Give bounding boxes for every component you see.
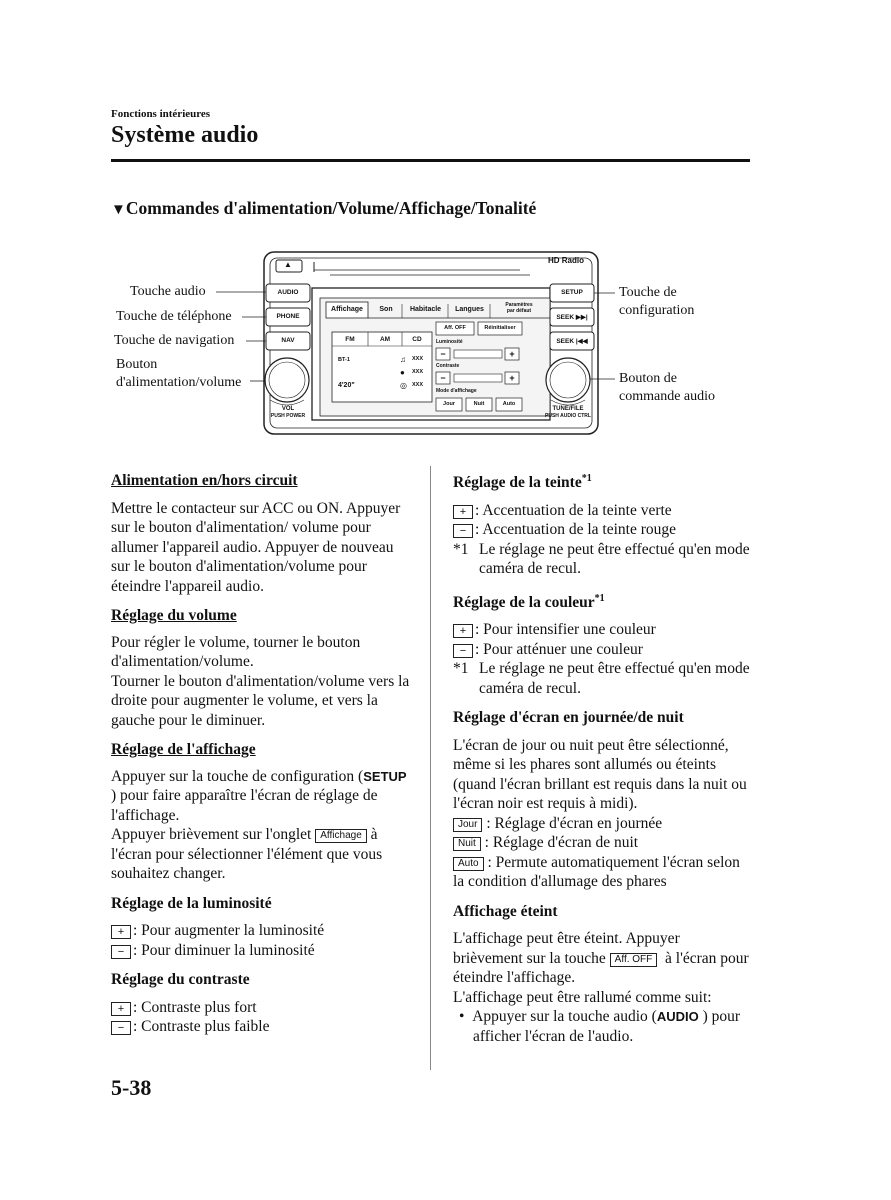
brightness-plus[interactable]: + — [509, 349, 515, 359]
color-note — [453, 659, 753, 698]
affichage-key: Affichage — [315, 829, 367, 843]
song-text: XXX — [412, 356, 424, 362]
tune-knob-label: TUNE/FILE — [552, 406, 584, 412]
brightness-minus-text: : Pour diminuer la luminosité — [133, 941, 315, 959]
tint-minus-line — [453, 520, 753, 540]
minus-icon: − — [453, 524, 473, 538]
heading-color — [453, 589, 753, 613]
album-text: XXX — [412, 382, 424, 388]
contrast-plus[interactable]: + — [509, 373, 515, 383]
nav-button[interactable]: NAV — [281, 337, 295, 344]
heading-contrast: Réglage du contraste — [111, 971, 250, 988]
color-plus-line — [453, 620, 753, 640]
tint-note — [453, 540, 753, 579]
audio-button[interactable]: AUDIO — [277, 289, 299, 296]
seek-back-button[interactable]: SEEK |◀◀ — [556, 338, 588, 345]
volume-text-1: Pour régler le volume, tourner le bouton d'alimentation/volume. — [111, 633, 361, 670]
heading-color-text: Réglage de la couleur — [453, 593, 595, 611]
contrast-minus[interactable]: − — [440, 373, 446, 383]
subtab-am[interactable]: AM — [379, 336, 391, 343]
brightness-minus-line — [111, 941, 411, 961]
display-text-1 — [111, 767, 411, 826]
heading-volume: Réglage du volume — [111, 607, 237, 624]
reset-button[interactable]: Réinitialiser — [484, 325, 516, 331]
station-label: BT-1 — [338, 357, 350, 363]
contrast-minus-line — [111, 1017, 411, 1037]
plus-icon: + — [111, 925, 131, 939]
tint-note-mark: *1 — [453, 540, 469, 558]
hd-radio-logo: HD Radio — [548, 256, 584, 265]
callout-phone: Touche de téléphone — [116, 309, 232, 324]
vol-knob-label: VOL — [281, 406, 295, 412]
callout-nav: Touche de navigation — [114, 333, 235, 348]
heading-display-off: Affichage éteint — [453, 902, 558, 920]
brightness-plus-line — [111, 921, 411, 941]
contrast-plus-line — [111, 998, 411, 1018]
heading-tint — [453, 469, 753, 493]
mode-auto-button[interactable]: Auto — [502, 401, 516, 407]
page-title: Système audio — [111, 122, 259, 148]
color-footnote-mark: *1 — [594, 592, 605, 604]
minus-icon: − — [111, 1021, 131, 1035]
display-off-text-a: L'affichage peut être éteint. Appuyer brièvement sur la touche — [453, 930, 680, 967]
tint-plus-line — [453, 501, 753, 521]
section-title — [111, 198, 536, 219]
plus-icon: + — [453, 505, 473, 519]
heading-power: Alimentation en/hors circuit — [111, 472, 298, 489]
tint-footnote-mark: *1 — [581, 473, 592, 484]
bullet-audio — [453, 1007, 753, 1046]
mode-night-button[interactable]: Nuit — [473, 401, 485, 407]
heading-day-night: Réglage d'écran en journée/de nuit — [453, 709, 684, 727]
subtab-cd[interactable]: CD — [412, 336, 422, 343]
setup-key: SETUP — [363, 768, 407, 784]
brightness-label: Luminosité — [436, 339, 463, 345]
callout-power-1: Bouton — [116, 357, 158, 372]
night-line — [453, 833, 753, 853]
right-column — [453, 469, 753, 1046]
tab-defaults[interactable] — [491, 302, 547, 314]
day-text: : Réglage d'écran en journée — [486, 814, 663, 832]
display-text-2a: Appuyer brièvement sur l'onglet — [111, 826, 312, 843]
heading-tint-text: Réglage de la teinte — [453, 474, 582, 492]
auto-text: : Permute automatiquement l'écran selon la condition d'allumage des phares — [453, 853, 740, 891]
color-plus-text: : Pour intensifier une couleur — [475, 621, 656, 639]
audio-unit-figure — [100, 240, 760, 440]
section-title-text: Commandes d'alimentation/Volume/Affichage/Tonalité — [125, 198, 537, 218]
seek-forward-button[interactable]: SEEK ▶▶| — [556, 314, 588, 321]
power-text: Mettre le contacteur sur ACC ou ON. Appuyer sur le bouton d'alimentation/ volume pour allumer l'appareil audio. Appuyer de nouveau sur le bouton d'alimentation/volume pour éteindre l'appareil audio. — [111, 499, 401, 595]
display-off-button[interactable]: Aff. OFF — [444, 325, 466, 331]
tint-minus-text: : Accentuation de la teinte rouge — [475, 521, 676, 539]
tint-note-text: Le réglage ne peut être effectué qu'en mode caméra de recul. — [479, 540, 750, 578]
tint-plus-text: : Accentuation de la teinte verte — [475, 501, 672, 519]
auto-key: Auto — [453, 857, 484, 871]
callout-audio: Touche audio — [130, 284, 206, 299]
callout-audioctrl-1: Bouton de — [619, 371, 677, 386]
contrast-plus-text: : Contraste plus fort — [133, 998, 257, 1016]
contrast-minus-text: : Contraste plus faible — [133, 1018, 270, 1035]
plus-icon: + — [111, 1002, 131, 1016]
nuit-key: Nuit — [453, 837, 481, 851]
page-number: 5-38 — [111, 1075, 152, 1100]
music-note-icon: ♫ — [400, 355, 406, 364]
artist-text: XXX — [412, 369, 424, 375]
mode-day-button[interactable]: Jour — [443, 401, 455, 407]
artist-icon: ● — [400, 368, 405, 377]
triangle-icon: ▼ — [111, 202, 126, 218]
display-text-1b: ) pour faire apparaître l'écran de réglage de l'affichage. — [111, 787, 378, 824]
audio-key: AUDIO — [656, 1009, 699, 1025]
display-off-text-b: à l'écran pour éteindre l'affichage. — [453, 949, 749, 987]
heading-brightness: Réglage de la luminosité — [111, 894, 272, 912]
callout-audioctrl-2: commande audio — [619, 389, 716, 404]
callout-setup-1: Touche de — [619, 285, 677, 300]
eject-icon: ▲ — [284, 260, 292, 269]
bullet-text-b: ) pour afficher l'écran de l'audio. — [473, 1008, 741, 1045]
tab-affichage[interactable]: Affichage — [331, 306, 363, 313]
setup-button[interactable]: SETUP — [561, 289, 583, 296]
display-on-text: L'affichage peut être rallumé comme suit: — [453, 988, 712, 1006]
display-text-1a: Appuyer sur la touche de configuration ( — [111, 767, 364, 785]
vol-knob-sublabel: PUSH POWER — [270, 413, 306, 419]
night-text: : Réglage d'écran de nuit — [484, 834, 639, 852]
tab-langues[interactable]: Langues — [455, 306, 484, 313]
display-text-2 — [111, 825, 411, 884]
color-note-mark: *1 — [453, 660, 469, 678]
header-rule — [111, 159, 750, 162]
color-note-text: Le réglage ne peut être effectué qu'en mode caméra de recul. — [479, 660, 750, 697]
plus-icon: + — [453, 624, 473, 638]
brightness-minus[interactable]: − — [440, 349, 446, 359]
column-divider — [430, 466, 431, 1070]
contrast-label: Contraste — [436, 363, 460, 369]
bullet-text-a: Appuyer sur la touche audio ( — [472, 1008, 657, 1026]
phone-button[interactable]: PHONE — [276, 313, 300, 320]
display-mode-label: Mode d'affichage — [436, 388, 477, 394]
day-line — [453, 814, 753, 834]
display-text-2b: à l'écran pour sélectionner l'élément que vous souhaitez changer. — [111, 826, 383, 882]
heading-display: Réglage de l'affichage — [111, 741, 256, 758]
tab-defaults-line1: Paramètres — [505, 302, 533, 308]
tab-son[interactable]: Son — [379, 306, 393, 313]
color-minus-line — [453, 640, 753, 660]
brightness-plus-text: : Pour augmenter la luminosité — [133, 922, 325, 939]
minus-icon: − — [111, 945, 131, 959]
left-column — [111, 471, 411, 1037]
minus-icon: − — [453, 644, 473, 658]
auto-line — [453, 853, 753, 892]
track-time: 4'20" — [338, 382, 355, 389]
callout-setup-2: configuration — [619, 303, 695, 318]
disc-icon: ◎ — [400, 381, 407, 390]
color-minus-text: : Pour atténuer une couleur — [475, 640, 643, 658]
subtab-fm[interactable]: FM — [345, 336, 355, 343]
day-night-text: L'écran de jour ou nuit peut être sélectionné, même si les phares sont allumés ou éteints (quand l'écran brillant est requis dans la nuit ou l'écran noir est requis à midi). — [453, 736, 747, 813]
aff-off-key: Aff. OFF — [610, 953, 658, 967]
tab-defaults-line2: par défaut — [506, 308, 532, 314]
running-header: Fonctions intérieures — [111, 108, 211, 120]
volume-text-2: Tourner le bouton d'alimentation/volume vers la droite pour augmenter le volume, et vers la gauche pour le diminuer. — [111, 672, 410, 729]
bullet-icon: • — [459, 1008, 473, 1026]
callout-power-2: d'alimentation/volume — [116, 375, 242, 390]
tab-habitacle[interactable]: Habitacle — [409, 306, 442, 313]
jour-key: Jour — [453, 818, 482, 832]
display-off-text — [453, 929, 753, 988]
tune-knob-sublabel: PUSH AUDIO CTRL — [545, 413, 591, 419]
